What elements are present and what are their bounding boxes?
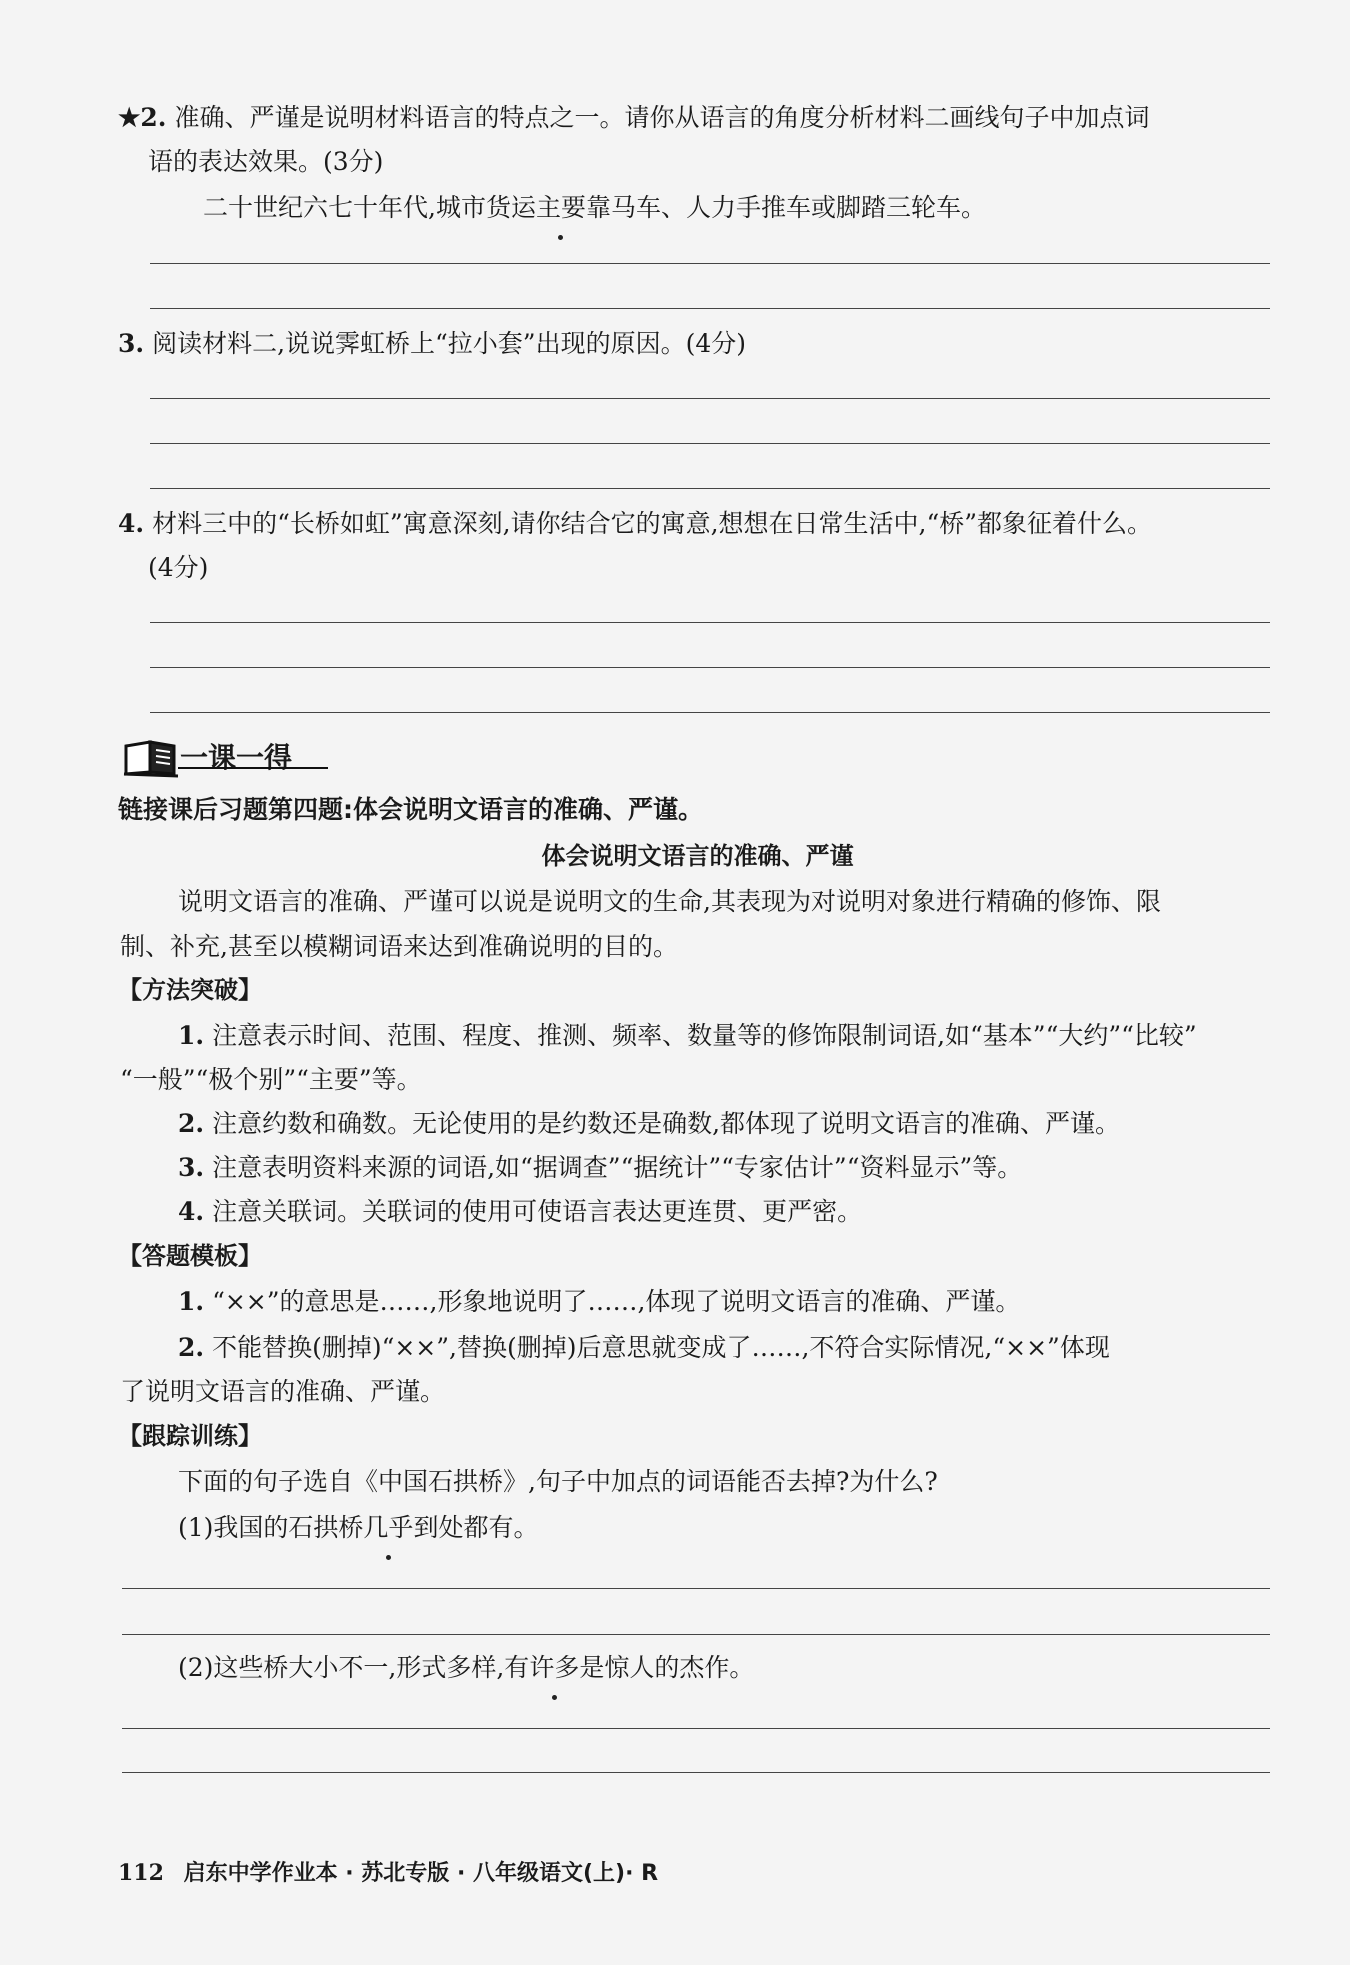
q2-text-line1: 准确、严谨是说明材料语言的特点之一。请你从语言的角度分析材料二画线句子中加点词 <box>174 103 1150 132</box>
practice-s1-dotted-word: 几乎 <box>363 1506 413 1550</box>
method-item-1 <box>178 1014 1197 1058</box>
method-item-3 <box>178 1146 1022 1190</box>
q2-line1 <box>118 96 1149 140</box>
method-item-3-number: 3. <box>178 1153 205 1182</box>
answer-line[interactable] <box>122 1634 1270 1635</box>
practice-prompt: 下面的句子选自《中国石拱桥》,句子中加点的词语能否去掉?为什么? <box>178 1467 938 1496</box>
section-title-underline <box>178 767 328 769</box>
answer-line[interactable] <box>150 398 1270 399</box>
q3 <box>118 322 746 366</box>
section-intro-line2: 制、补充,甚至以模糊词语来达到准确说明的目的。 <box>120 932 678 961</box>
q3-text: 阅读材料二,说说霁虹桥上“拉小套”出现的原因。(4分) <box>152 329 746 358</box>
practice-sentence-2 <box>178 1646 754 1690</box>
section-title: 一课一得 <box>180 741 293 774</box>
method-item-2-text: 注意约数和确数。无论使用的是约数还是确数,都体现了说明文语言的准确、严谨。 <box>212 1109 1121 1138</box>
q2-dotted-word: 主要 <box>536 186 586 230</box>
section-intro-line1: 说明文语言的准确、严谨可以说是说明文的生命,其表现为对说明对象进行精确的修饰、限 <box>178 887 1161 916</box>
answer-line[interactable] <box>150 443 1270 444</box>
template-item-2 <box>178 1326 1110 1370</box>
q4-line1 <box>118 502 1152 546</box>
template-item-1 <box>178 1280 1020 1324</box>
section-subtitle: 体会说明文语言的准确、严谨 <box>541 842 854 870</box>
method-item-3-text: 注意表明资料来源的词语,如“据调查”“据统计”“专家估计”“资料显示”等。 <box>212 1153 1023 1182</box>
q2-sentence-before: 二十世纪六七十年代,城市货运 <box>203 193 536 222</box>
q2-sentence-after: 靠马车、人力手推车或脚踏三轮车。 <box>585 193 986 222</box>
q3-number: 3. <box>118 329 145 358</box>
method-item-4-text: 注意关联词。关联词的使用可使语言表达更连贯、更严密。 <box>212 1197 863 1226</box>
q4-text-line1: 材料三中的“长桥如虹”寓意深刻,请你结合它的寓意,想想在日常生活中,“桥”都象征着什么。 <box>152 509 1153 538</box>
section-link: 链接课后习题第四题:体会说明文语言的准确、严谨。 <box>118 795 703 824</box>
q4-number: 4. <box>118 509 145 538</box>
practice-sentence-1 <box>178 1506 538 1550</box>
practice-s2-dotted-word: 许多 <box>529 1646 579 1690</box>
template-item-2-number: 2. <box>178 1333 205 1362</box>
book-title: 启东中学作业本 · 苏北专版 · 八年级语文(上)· R <box>183 1861 659 1886</box>
q2-number: ★2. <box>118 103 167 132</box>
practice-s2-before: (2)这些桥大小不一,形式多样,有 <box>178 1653 530 1682</box>
q2-text-line2: 语的表达效果。(3分) <box>148 147 384 176</box>
book-icon <box>122 738 182 778</box>
practice-s2-after: 是惊人的杰作。 <box>579 1653 755 1682</box>
page-number: 112 <box>118 1860 164 1886</box>
answer-line[interactable] <box>150 667 1270 668</box>
answer-line[interactable] <box>122 1772 1270 1773</box>
page-footer <box>118 1856 658 1887</box>
template-heading: 【答题模板】 <box>118 1242 262 1270</box>
method-item-2-number: 2. <box>178 1109 205 1138</box>
answer-line[interactable] <box>150 308 1270 309</box>
method-item-1-number: 1. <box>178 1021 205 1050</box>
answer-line[interactable] <box>150 622 1270 623</box>
template-item-2-line2: 了说明文语言的准确、严谨。 <box>120 1377 446 1406</box>
method-item-4-number: 4. <box>178 1197 205 1226</box>
practice-heading: 【跟踪训练】 <box>118 1422 262 1450</box>
method-heading: 【方法突破】 <box>118 976 262 1004</box>
template-item-1-text: “××”的意思是……,形象地说明了……,体现了说明文语言的准确、严谨。 <box>212 1287 1021 1316</box>
practice-s1-before: (1)我国的石拱桥 <box>178 1513 364 1542</box>
answer-line[interactable] <box>150 488 1270 489</box>
answer-line[interactable] <box>150 263 1270 264</box>
q4-text-line2: (4分) <box>148 553 209 582</box>
method-item-1-line1: 注意表示时间、范围、程度、推测、频率、数量等的修饰限制词语,如“基本”“大约”“比较” <box>212 1021 1197 1050</box>
answer-line[interactable] <box>150 712 1270 713</box>
template-item-2-line1: 不能替换(删掉)“××”,替换(删掉)后意思就变成了……,不符合实际情况,“××”体现 <box>212 1333 1110 1362</box>
method-item-4 <box>178 1190 862 1234</box>
answer-line[interactable] <box>122 1728 1270 1729</box>
method-item-2 <box>178 1102 1120 1146</box>
answer-line[interactable] <box>122 1588 1270 1589</box>
template-item-1-number: 1. <box>178 1287 205 1316</box>
method-item-1-line2: “一般”“极个别”“主要”等。 <box>120 1065 422 1094</box>
q2-sentence <box>203 186 986 230</box>
practice-s1-after: 到处都有。 <box>413 1513 539 1542</box>
